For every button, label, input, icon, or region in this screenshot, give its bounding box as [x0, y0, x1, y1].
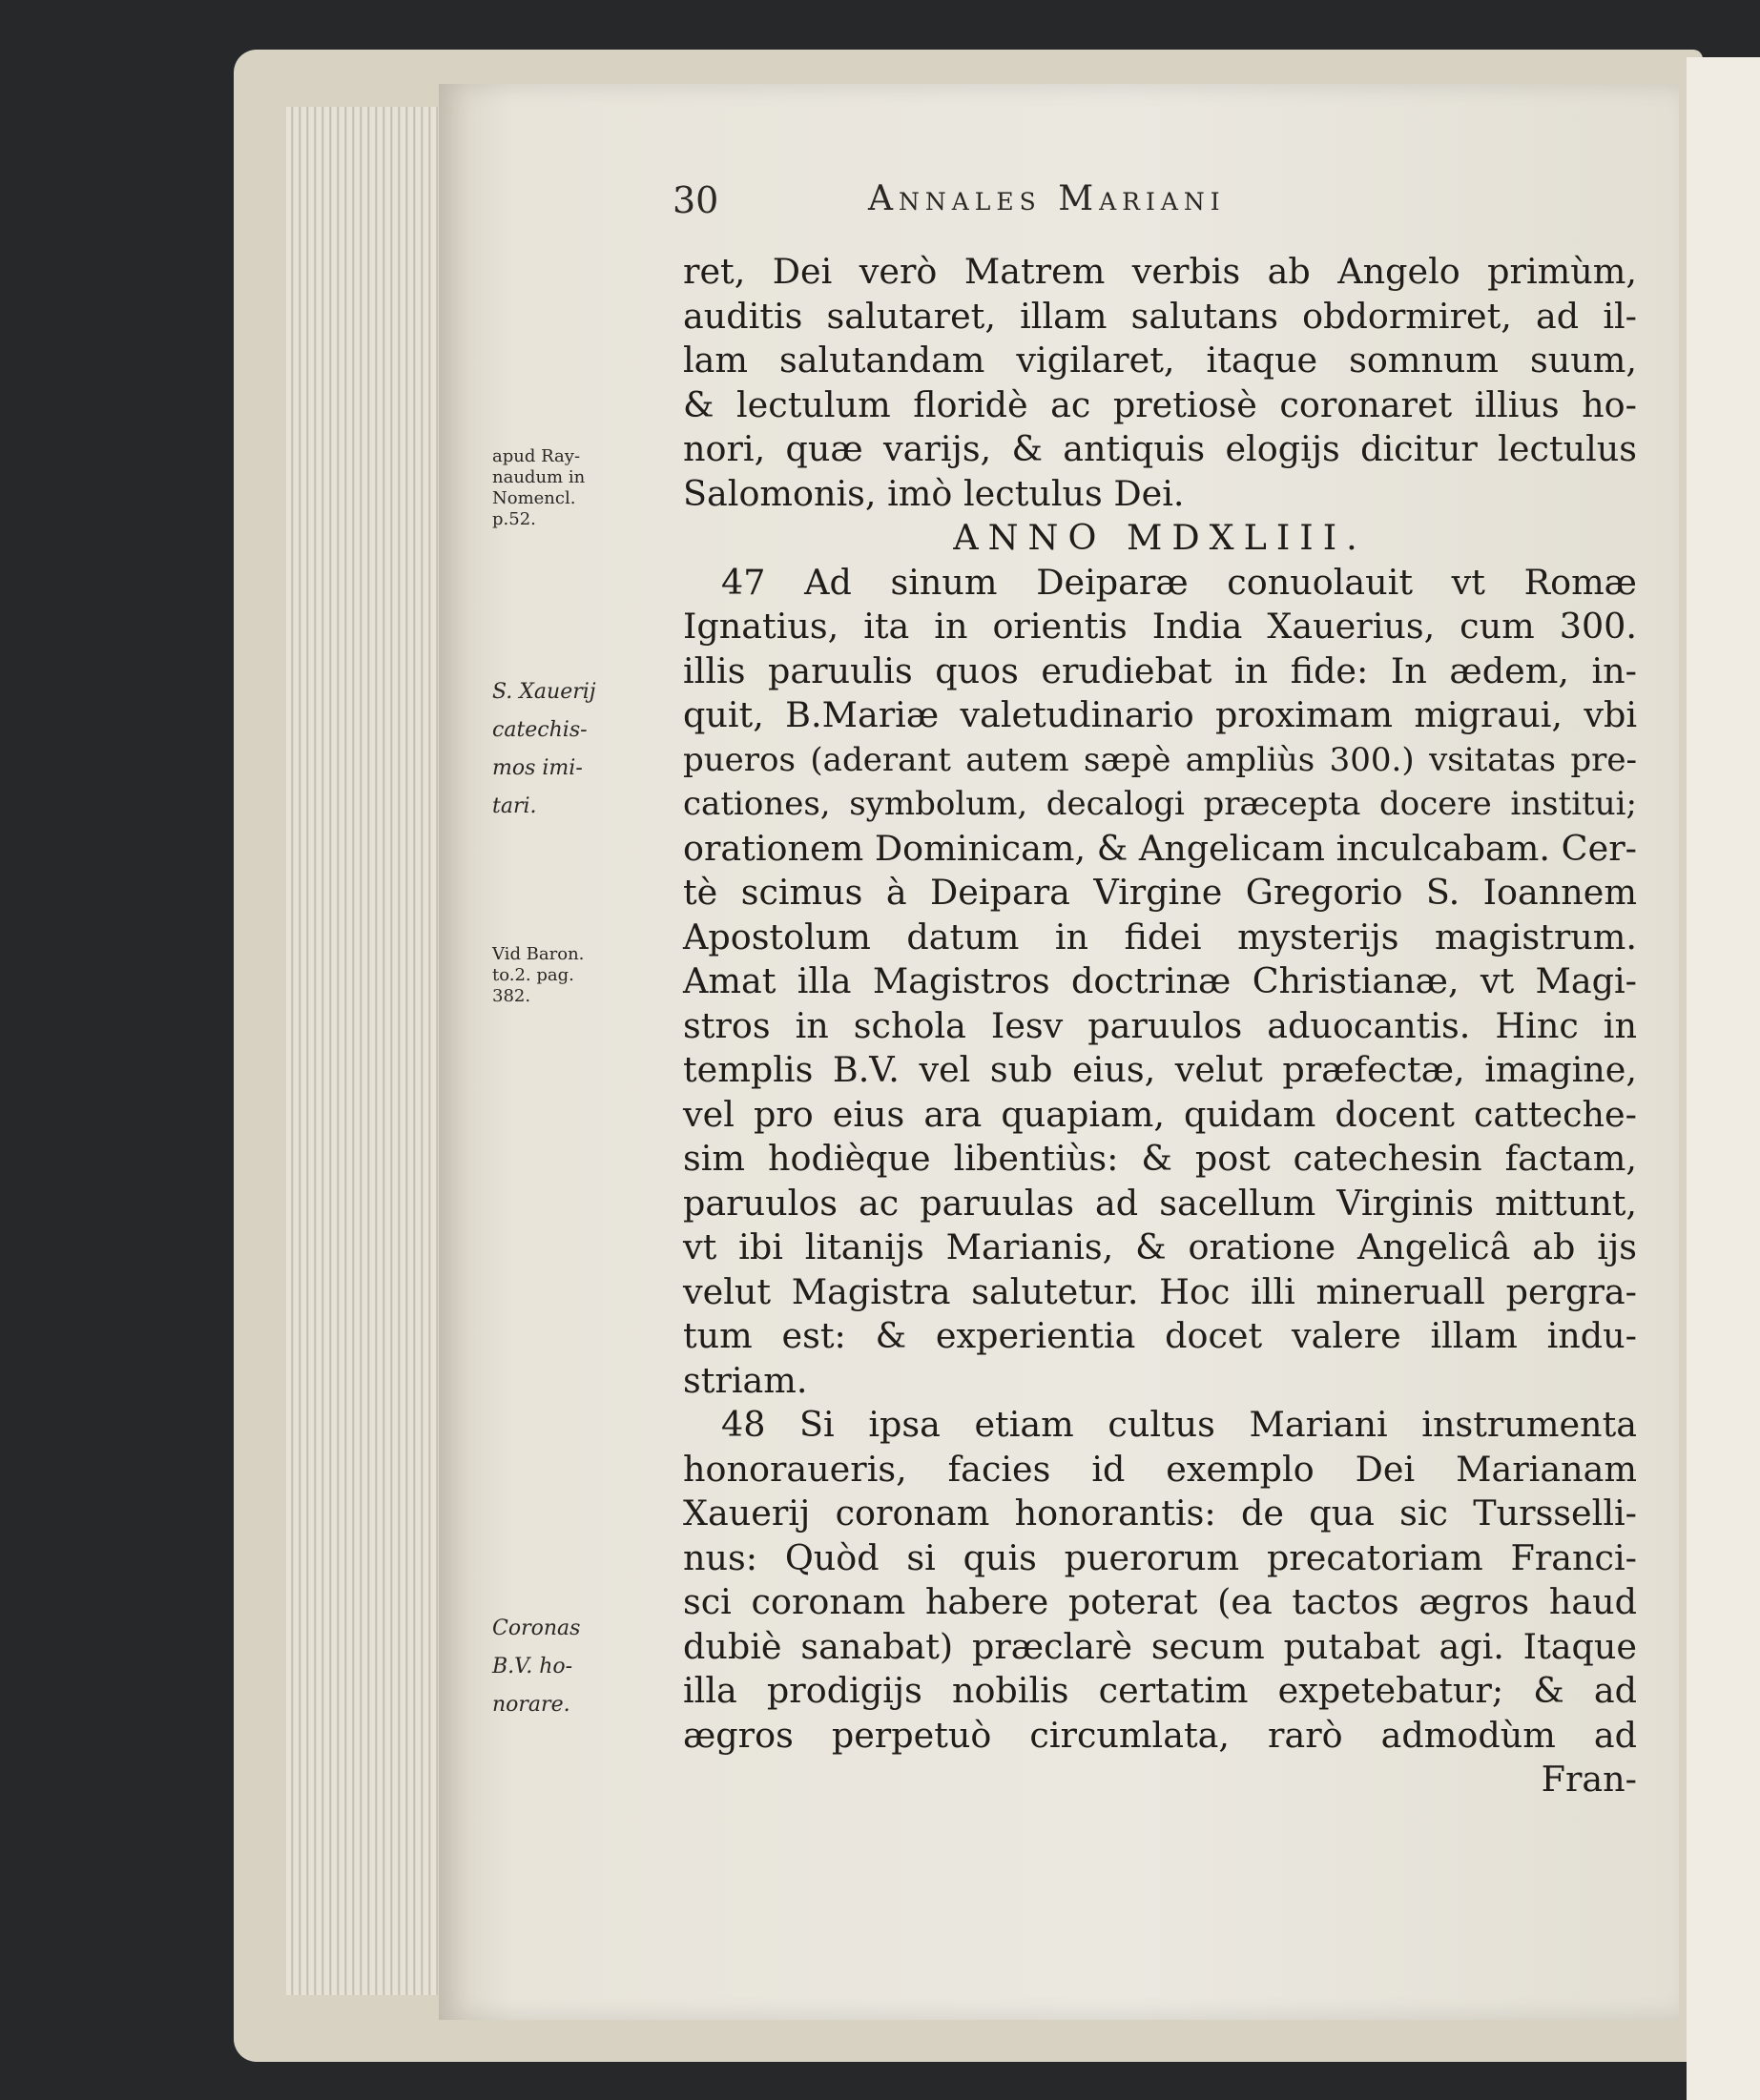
text-line: quit, B.Mariæ valetudinario proximam migraui, vbi	[683, 694, 1637, 735]
text-line: illa prodigijs nobilis certatim expetebatur; & ad	[683, 1670, 1637, 1711]
text-line: paruulos ac paruulas ad sacellum Virginis mittunt,	[683, 1182, 1637, 1224]
margin-note-coronas	[492, 1610, 673, 1724]
body-text	[683, 250, 1637, 1802]
text-line: ret, Dei verò Matrem verbis ab Angelo primùm,	[683, 251, 1637, 292]
text-line: orationem Dominicam, & Angelicam inculcabam. Cer-	[683, 827, 1637, 869]
margin-line: naudum in	[492, 467, 586, 487]
margin-line: mos imi-	[492, 756, 583, 780]
margin-note-xavier	[492, 673, 673, 826]
margin-line: catechis-	[492, 718, 588, 742]
margin-line: S. Xauerij	[492, 680, 596, 704]
margin-note-baronius	[492, 944, 673, 1007]
text-line: nori, quæ varijs, & antiquis elogijs dicitur lectulus	[683, 428, 1637, 469]
page-number: 30	[673, 179, 719, 221]
margin-line: Coronas	[492, 1616, 581, 1640]
text-line: stros in schola Iesv paruulos aduocantis. Hinc in	[683, 1004, 1637, 1046]
text-line: tum est: & experientia docet valere illam indu-	[683, 1315, 1637, 1356]
margin-line: Vid Baron.	[492, 944, 585, 964]
margin-line: apud Ray-	[492, 446, 581, 466]
text-line: Amat illa Magistros doctrinæ Christianæ, vt Magi-	[683, 960, 1637, 1001]
text-line: striam.	[683, 1359, 808, 1401]
margin-line: B.V. ho-	[492, 1655, 573, 1678]
text-line: illis paruulis quos erudiebat in fide: In ædem, in-	[683, 649, 1637, 691]
margin-note-reference	[492, 446, 673, 530]
text-line: nus: Quòd si quis puerorum precatoriam Franci-	[683, 1536, 1637, 1578]
text-line: pueros (aderant autem sæpè ampliùs 300.) vsitatas pre-	[683, 740, 1637, 779]
text-line: Salomonis, imò lectulus Dei.	[683, 472, 1185, 514]
text-line: cationes, symbolum, decalogi præcepta docere institui;	[683, 785, 1637, 823]
paragraph-47-start: 47 Ad sinum Deiparæ conuolauit vt Romæ	[721, 561, 1637, 603]
text-line: sim hodièque libentiùs: & post catechesin factam,	[683, 1138, 1637, 1179]
running-head: Annales Mariani	[868, 179, 1226, 218]
text-line: honoraueris, facies id exemplo Dei Marianam	[683, 1448, 1637, 1490]
text-line: vt ibi litanijs Marianis, & oratione Angelicâ ab ijs	[683, 1226, 1637, 1267]
margin-line: tari.	[492, 794, 537, 818]
text-line: tè scimus à Deipara Virgine Gregorio S. Ioannem	[683, 872, 1637, 913]
text-line: dubiè sanabat) præclarè secum putabat agi. Itaque	[683, 1625, 1637, 1667]
text-line: vel pro eius ara quapiam, quidam docent catteche-	[683, 1093, 1637, 1135]
text-line: lam salutandam vigilaret, itaque somnum suum,	[683, 340, 1637, 381]
margin-line: norare.	[492, 1693, 570, 1717]
margin-line: to.2. pag.	[492, 965, 574, 985]
page-edges	[286, 107, 448, 1995]
text-line: sci coronam habere poterat (ea tactos ægros haud	[683, 1581, 1637, 1622]
text-line: Xauerij coronam honorantis: de qua sic Tursselli-	[683, 1493, 1637, 1534]
text-line: templis B.V. vel sub eius, velut præfectæ, imagine,	[683, 1049, 1637, 1090]
facing-page-edge	[1687, 57, 1760, 2100]
margin-line: 382.	[492, 986, 531, 1006]
text-line: ægros perpetuò circumlata, rarò admodùm ad	[683, 1714, 1637, 1756]
text-line: velut Magistra salutetur. Hoc illi mineruall pergra-	[683, 1270, 1637, 1312]
text-line: Ignatius, ita in orientis India Xauerius, cum 300.	[683, 606, 1637, 647]
margin-line: p.52.	[492, 509, 536, 529]
text-line: Apostolum datum in fidei mysterijs magistrum.	[683, 916, 1637, 957]
catchword: Fran-	[1541, 1759, 1637, 1800]
margin-line: Nomencl.	[492, 488, 576, 508]
year-heading: ANNO MDXLIII.	[953, 517, 1367, 558]
text-line: & lectulum floridè ac pretiosè coronaret illius ho-	[683, 383, 1637, 425]
paragraph-48-start: 48 Si ipsa etiam cultus Mariani instrumenta	[721, 1404, 1637, 1445]
text-line: auditis salutaret, illam salutans obdormiret, ad il-	[683, 295, 1637, 337]
